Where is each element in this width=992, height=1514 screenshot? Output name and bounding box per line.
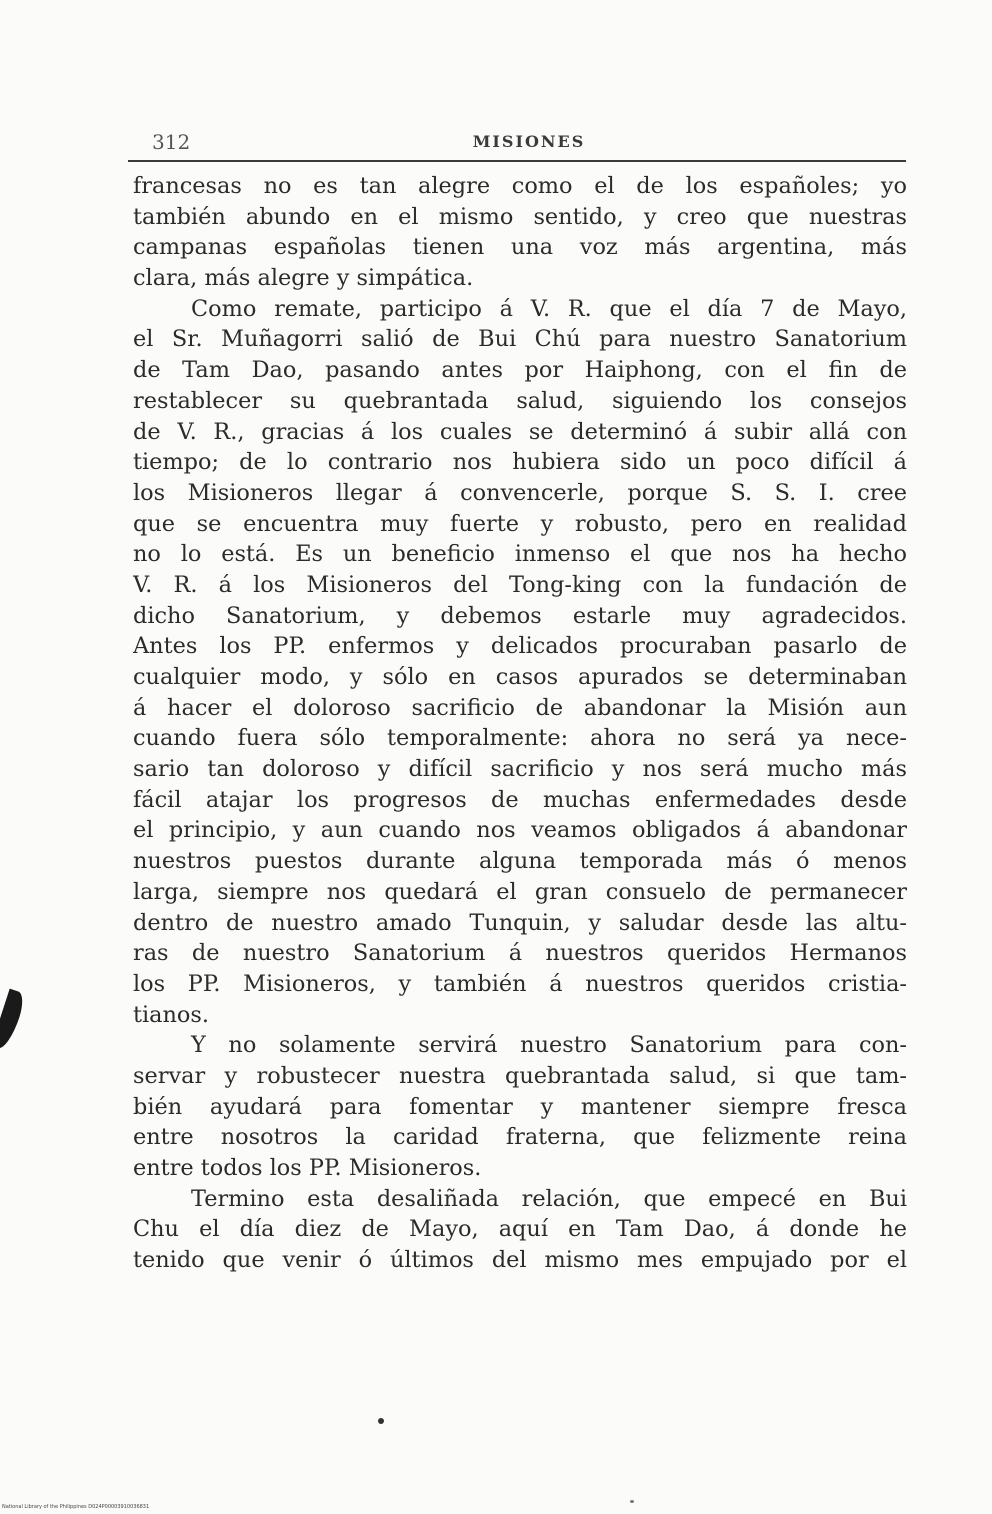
text-line: entre nosotros la caridad fraterna, que felizmente reina xyxy=(133,1124,907,1151)
text-line: larga, siempre nos quedará el gran consuelo de permanecer xyxy=(133,878,907,905)
text-line: el Sr. Muñagorri salió de Bui Chú para nuestro Sanatorium xyxy=(133,326,907,353)
text-line: fácil atajar los progresos de muchas enfermedades desde xyxy=(133,786,907,813)
page-edge-mark xyxy=(0,989,27,1052)
text-line: también abundo en el mismo sentido, y creo que nuestras xyxy=(133,203,907,230)
text-line: dicho Sanatorium, y debemos estarle muy agradecidos. xyxy=(133,602,907,629)
text-line: cualquier modo, y sólo en casos apurados se determinaban xyxy=(133,664,907,690)
text-line: los Misioneros llegar á convencerle, porque S. S. I. cree xyxy=(133,479,907,506)
text-line: á hacer el doloroso sacrificio de abandonar la Misión aun xyxy=(133,694,907,721)
body-text xyxy=(133,171,907,1276)
text-line: Chu el día diez de Mayo, aquí en Tam Dao, á donde he xyxy=(133,1216,907,1243)
text-line: restablecer su quebrantada salud, siguiendo los consejos xyxy=(133,387,907,414)
text-line: Y no solamente servirá nuestro Sanatorium para con- xyxy=(191,1032,907,1059)
text-line: entre todos los PP. Misioneros. xyxy=(133,1155,482,1181)
text-line: cuando fuera sólo temporalmente: ahora no será ya nece- xyxy=(133,725,907,752)
text-line: nuestros puestos durante alguna temporada más ó menos xyxy=(133,848,907,875)
running-head: MISIONES xyxy=(472,132,586,151)
text-line: servar y robustecer nuestra quebrantada salud, si que tam- xyxy=(133,1062,907,1089)
text-line: bién ayudará para fomentar y mantener siempre fresca xyxy=(133,1093,907,1120)
text-line: tianos. xyxy=(133,1001,210,1028)
text-line: no lo está. Es un beneficio inmenso el que nos ha hecho xyxy=(133,541,907,568)
text-line: dentro de nuestro amado Tunquin, y saludar desde las altu- xyxy=(133,909,907,936)
text-line: el principio, y aun cuando nos veamos obligados á abandonar xyxy=(133,817,907,844)
text-line: que se encuentra muy fuerte y robusto, pero en realidad xyxy=(133,510,907,537)
ink-speck xyxy=(378,1418,384,1424)
text-line: Como remate, participo á V. R. que el día 7 de Mayo, xyxy=(191,295,907,322)
text-line: sario tan doloroso y difícil sacrificio y nos será mucho más xyxy=(133,756,907,783)
text-line: Antes los PP. enfermos y delicados procuraban pasarlo de xyxy=(133,633,907,660)
text-line: campanas españolas tienen una voz más argentina, más xyxy=(133,234,907,261)
text-line: francesas no es tan alegre como el de los españoles; yo xyxy=(133,173,907,199)
text-line: V. R. á los Misioneros del Tong-king con la fundación de xyxy=(133,571,907,598)
header-rule xyxy=(128,160,906,162)
text-line: de Tam Dao, pasando antes por Haiphong, con el fin de xyxy=(133,357,907,384)
text-line: clara, más alegre y simpática. xyxy=(133,265,474,292)
text-line: tiempo; de lo contrario nos hubiera sido un poco difícil á xyxy=(133,449,907,476)
text-line: tenido que venir ó últimos del mismo mes empujado por el xyxy=(133,1247,907,1274)
ink-speck xyxy=(630,1500,634,1503)
text-line: los PP. Misioneros, y también á nuestros queridos cristia- xyxy=(133,970,907,997)
library-stamp: National Library of the Philippines D024P00003910036831 xyxy=(2,1504,150,1510)
text-line: ras de nuestro Sanatorium á nuestros queridos Hermanos xyxy=(133,940,907,967)
page-number: 312 xyxy=(152,130,191,154)
text-line: de V. R., gracias á los cuales se determinó á subir allá con xyxy=(133,418,907,445)
text-line: Termino esta desaliñada relación, que empecé en Bui xyxy=(191,1185,907,1212)
